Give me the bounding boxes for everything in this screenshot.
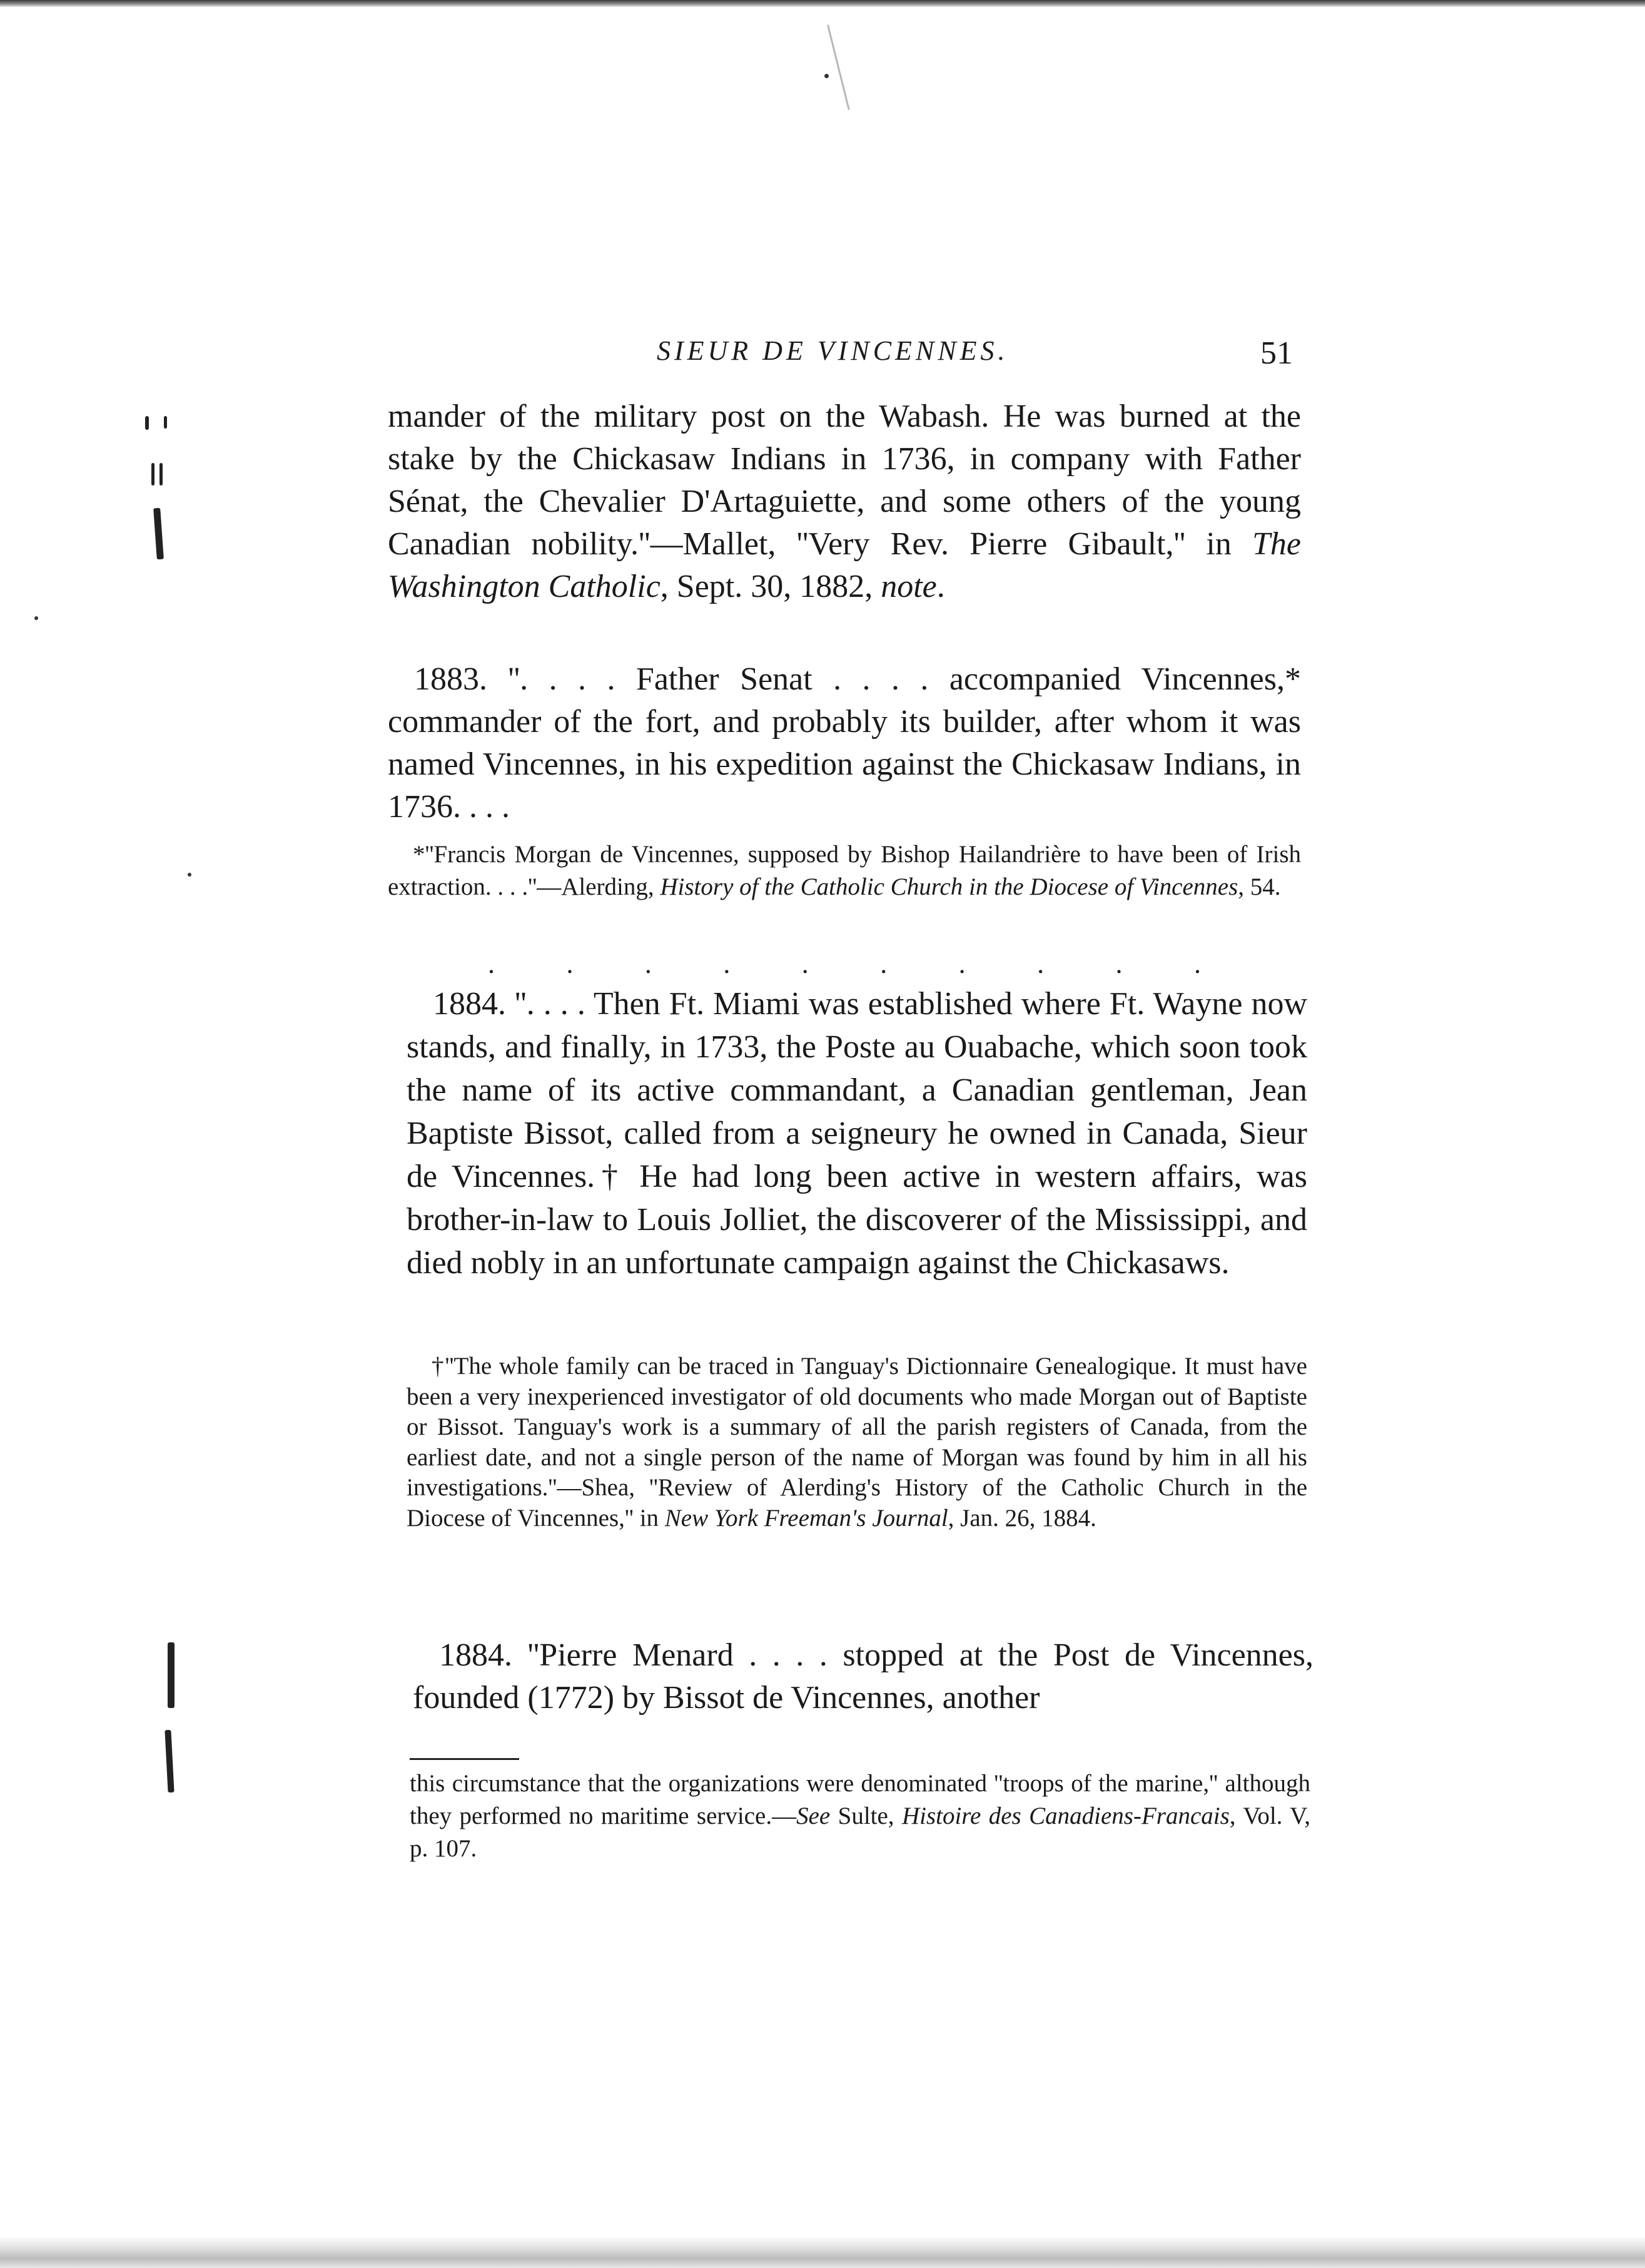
gutter-mark — [164, 416, 167, 429]
footnote-2 — [407, 1351, 1307, 1533]
ellipsis-dot: . — [1115, 948, 1123, 979]
scan-bottom-edge — [0, 2237, 1645, 2268]
paragraph-4-text: 1884. ''Pierre Menard . . . . stopped at the Post de Vincennes, founded (1772) by Bissot de Vincennes, another — [413, 1637, 1313, 1716]
footnote-3-title: Histoire des Canadiens-Francais — [901, 1803, 1230, 1829]
footnote-1-body: *''Francis Morgan de Vincennes, supposed by Bishop Hailandrière to have been of Irish extraction. . . .''—Alerding, — [388, 841, 1301, 900]
ellipsis-dot: . — [958, 948, 966, 979]
footnote-3-text — [410, 1767, 1310, 1865]
paragraph-2 — [388, 658, 1301, 828]
paragraph-4 — [413, 1634, 1313, 1719]
gutter-mark — [151, 463, 154, 486]
scan-speck — [188, 873, 191, 877]
ellipsis-dot: . — [1193, 948, 1201, 979]
ellipsis-dot: . — [880, 948, 888, 979]
footnote-1-text — [388, 838, 1301, 903]
footnote-rule — [410, 1758, 519, 1760]
ellipsis-dot: . — [488, 948, 495, 979]
ellipsis-dot: . — [801, 948, 809, 979]
publication-date: , Sept. 30, 1882, — [660, 569, 873, 604]
publication-title: The Washington Catholic — [388, 526, 1302, 604]
gutter-mark — [164, 1730, 174, 1793]
scan-speck — [34, 616, 38, 620]
gutter-mark — [168, 1642, 175, 1708]
running-head: SIEUR DE VINCENNES. — [657, 335, 1009, 366]
footnote-3-end: , Vol. V, p. 107. — [410, 1803, 1311, 1862]
paragraph-1-body: mander of the military post on the Wabash. He was burned at the stake by the Chickasaw Indians in 1736, in company with Father Sénat, the Chevalier D'Artaguiette, and some others of the young Canadian nobility.''—Mallet, ''Very Rev. Pierre Gibault,'' in — [388, 399, 1301, 562]
note-word: note — [881, 569, 937, 604]
page-number: 51 — [1260, 335, 1293, 371]
footnote-2-publication: New York Freeman's Journal — [664, 1504, 948, 1532]
footnote-3-see: See — [796, 1803, 831, 1829]
gutter-mark — [159, 463, 163, 486]
gutter-mark — [153, 508, 164, 560]
footnote-1-end: , 54. — [1238, 873, 1281, 900]
paragraph-3 — [407, 982, 1307, 1284]
footnote-3 — [410, 1767, 1310, 1865]
ellipsis-dot: . — [1037, 948, 1045, 979]
paragraph-1-end: . — [936, 569, 945, 604]
ellipsis-row — [488, 948, 1201, 980]
footnote-2-end: , Jan. 26, 1884. — [948, 1504, 1096, 1532]
footnote-3-body: this circumstance that the organizations were denominated ''troops of the marine,'' although they performed no maritime service.— — [410, 1770, 1310, 1829]
ellipsis-dot: . — [566, 948, 574, 979]
ellipsis-dot: . — [644, 948, 652, 979]
scan-artifact-line — [827, 24, 850, 110]
scan-top-edge — [0, 0, 1645, 8]
footnote-1 — [388, 838, 1301, 903]
footnote-2-text — [407, 1351, 1307, 1533]
gutter-mark — [145, 416, 149, 430]
footnote-1-title: History of the Catholic Church in the Diocese of Vincennes — [660, 873, 1238, 900]
paragraph-2-text: 1883. ''. . . . Father Senat . . . . accompanied Vincennes,* commander of the fort, and probably its builder, after whom it was named Vincennes, in his expedition against the Chickasaw Indians, in 1736. . . . — [388, 661, 1301, 825]
footnote-3-author: Sulte, — [830, 1803, 902, 1829]
paragraph-1 — [388, 395, 1301, 608]
scan-speck — [824, 74, 829, 78]
ellipsis-dot: . — [723, 948, 731, 979]
paragraph-3-text: 1884. ''. . . . Then Ft. Miami was established where Ft. Wayne now stands, and finally, in 1733, the Poste au Ouabache, which soon took the name of its active commandant, a Canadian gentleman, Jean Baptiste Bissot, called from a seigneury he owned in Canada, Sieur de Vincennes.† He had long been active in western affairs, was brother-in-law to Louis Jolliet, the discoverer of the Mississippi, and died nobly in an unfortunate campaign against the Chickasaws. — [407, 986, 1307, 1281]
paragraph-1-text — [388, 395, 1301, 608]
footnote-2-body: †''The whole family can be traced in Tanguay's Dictionnaire Genealogique. It must have been a very inexperienced investigator of old documents who made Morgan out of Baptiste or Bissot. Tanguay's work is a summary of all the parish registers of Canada, from the earliest date, and not a single person of the name of Morgan was found by him in all his investigations.''—Shea, ''Review of Alerding's History of the Catholic Church in the Diocese of Vincennes,'' in — [407, 1353, 1307, 1532]
